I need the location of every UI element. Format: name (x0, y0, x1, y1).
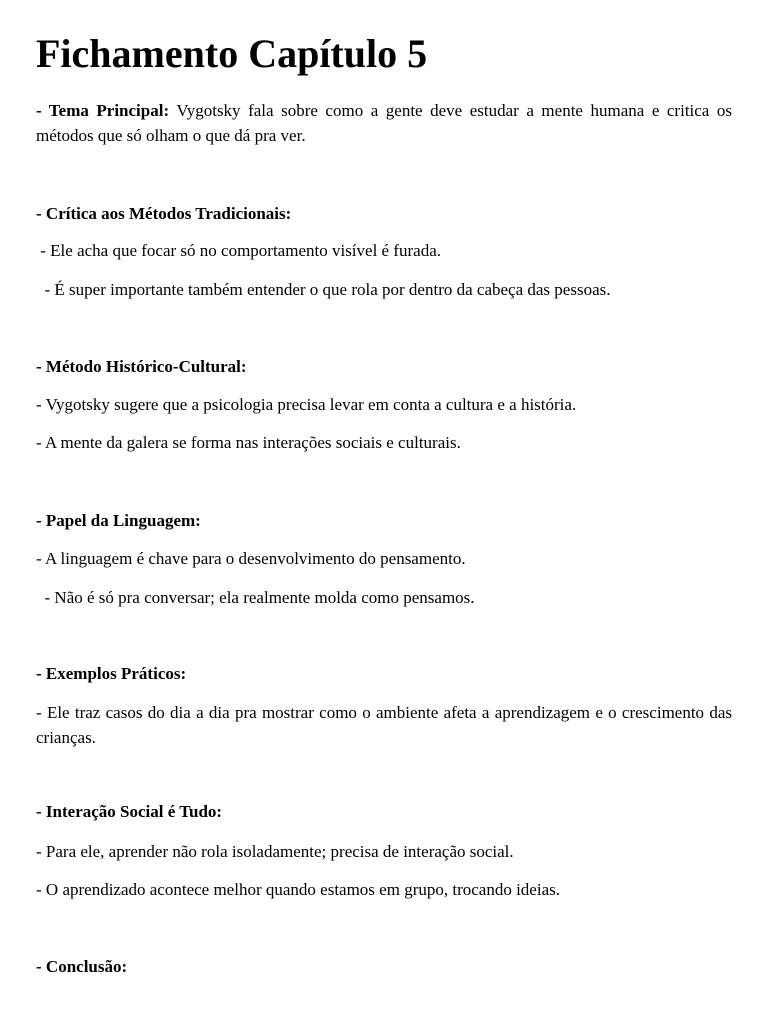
section-item: - Ele traz casos do dia a dia pra mostrar como o ambiente afeta a aprendizagem e o crescimento das crianças. (36, 703, 732, 747)
section-heading-interacao: - Interação Social é Tudo: (36, 802, 223, 821)
section-item: - Vygotsky sugere que a psicologia precisa levar em conta a cultura e a história. (36, 395, 577, 414)
section-item: - Ele acha que focar só no comportamento visível é furada. (36, 241, 442, 260)
intro-label: - Tema Principal: (36, 101, 170, 120)
section-item: - Para ele, aprender não rola isoladamente; precisa de interação social. (36, 842, 514, 861)
section-item: - Não é só pra conversar; ela realmente molda como pensamos. (36, 588, 475, 607)
section-heading-critica: - Crítica aos Métodos Tradicionais: (36, 204, 292, 223)
section-heading-linguagem: - Papel da Linguagem: (36, 511, 201, 530)
section-heading-metodo: - Método Histórico-Cultural: (36, 357, 247, 376)
section-item: - A mente da galera se forma nas interações sociais e culturais. (36, 433, 461, 452)
section-item: - A linguagem é chave para o desenvolvimento do pensamento. (36, 549, 466, 568)
section-item: - É super importante também entender o que rola por dentro da cabeça das pessoas. (36, 280, 611, 299)
document-title: Fichamento Capítulo 5 (36, 31, 428, 76)
section-item: - O aprendizado acontece melhor quando estamos em grupo, trocando ideias. (36, 880, 560, 899)
intro-paragraph (36, 98, 732, 148)
section-heading-conclusao: - Conclusão: (36, 957, 128, 976)
section-heading-exemplos: - Exemplos Práticos: (36, 664, 187, 683)
intro-text: Vygotsky fala sobre como a gente deve estudar a mente humana e critica os métodos que só olham o que dá pra ver. (36, 101, 732, 145)
